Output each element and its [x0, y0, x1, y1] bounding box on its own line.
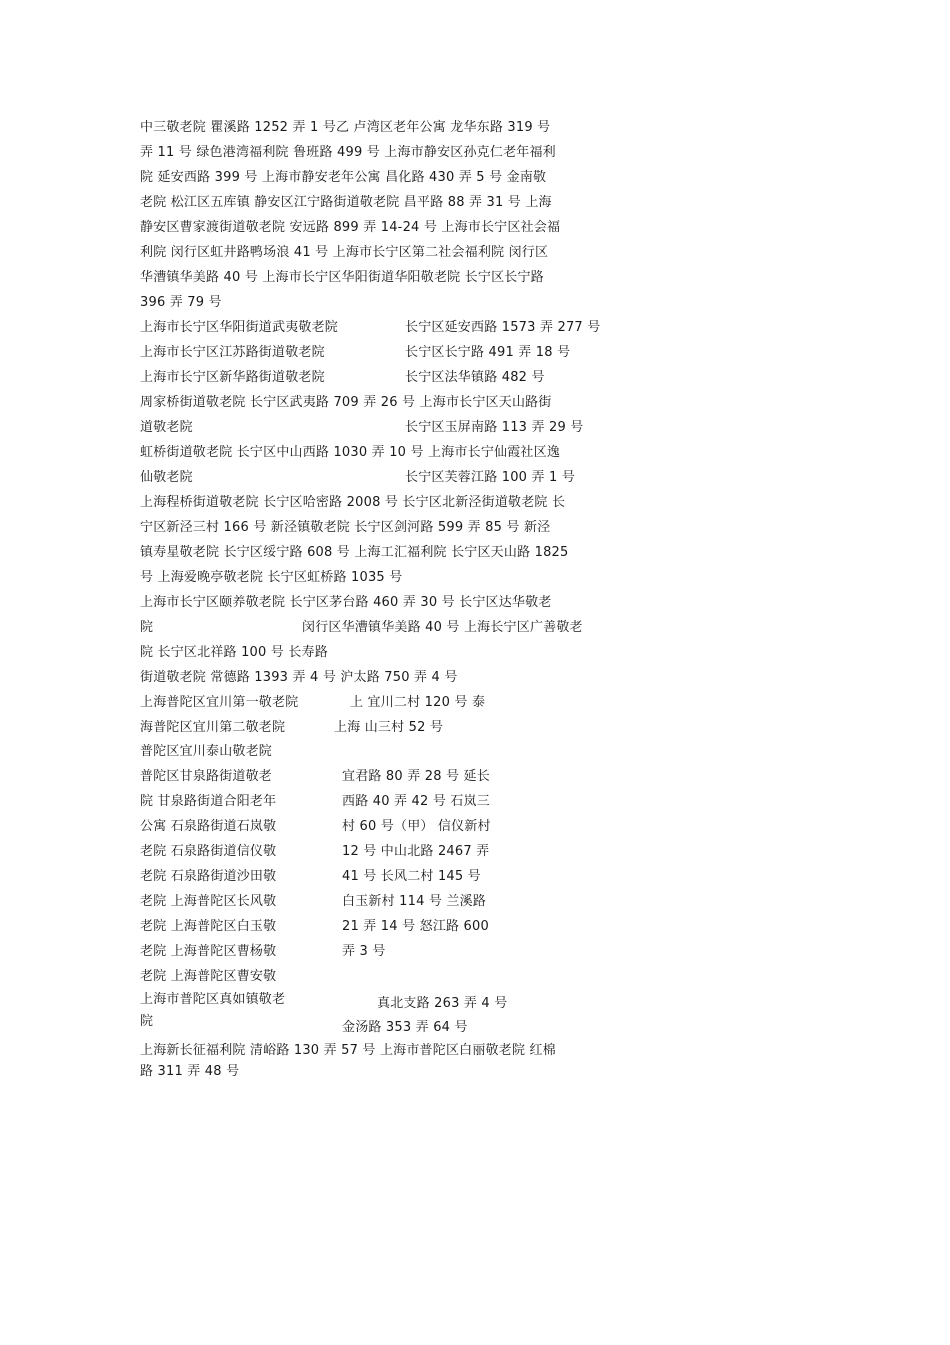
text-line: 号 上海爱晚亭敬老院 长宁区虹桥路 1035 号 — [140, 570, 403, 585]
text-line: 396 弄 79 号 — [140, 295, 222, 310]
text-line: 静安区曹家渡街道敬老院 安远路 899 弄 14-24 号 上海市长宁区社会福 — [140, 220, 561, 235]
text-line: 上海市长宁区颐养敬老院 长宁区茅台路 460 弄 30 号 长宁区达华敬老 — [140, 595, 552, 610]
text-line: 公寓 石泉路街道石岚敬 — [140, 819, 277, 834]
text-line: 老院 石泉路街道沙田敬 — [140, 869, 277, 884]
text-line: 院 甘泉路街道合阳老年 — [140, 794, 277, 809]
text-line: 镇寿星敬老院 长宁区绥宁路 608 号 上海工汇福利院 长宁区天山路 1825 — [140, 545, 569, 560]
text-line: 上海市长宁区江苏路街道敬老院 — [140, 345, 325, 360]
text-line: 利院 闵行区虹井路鸭场浪 41 号 上海市长宁区第二社会福利院 闵行区 — [140, 245, 549, 260]
text-line: 上海普陀区宜川第一敬老院 — [140, 695, 299, 710]
address-line: 西路 40 弄 42 号 石岚三 — [342, 794, 490, 809]
text-line: 弄 11 号 绿色港湾福利院 鲁班路 499 号 上海市静安区孙克仁老年福利 — [140, 145, 556, 160]
text-line: 街道敬老院 常德路 1393 弄 4 号 沪太路 750 弄 4 号 — [140, 670, 458, 685]
text-line: 老院 松江区五库镇 静安区江宁路街道敬老院 昌平路 88 弄 31 号 上海 — [140, 195, 552, 210]
address-line: 弄 3 号 — [342, 944, 386, 959]
text-line: 中三敬老院 瞿溪路 1252 弄 1 号乙 卢湾区老年公寓 龙华东路 319 号 — [140, 120, 551, 135]
address-line: 长宁区长宁路 491 弄 18 号 — [405, 345, 571, 360]
text-line: 上海程桥街道敬老院 长宁区哈密路 2008 号 长宁区北新泾街道敬老院 长 — [140, 495, 566, 510]
text-line: 上海市长宁区华阳街道武夷敬老院 — [140, 320, 339, 335]
text-line: 老院 上海普陀区曹杨敬 — [140, 944, 277, 959]
text-line: 上海市长宁区新华路街道敬老院 — [140, 370, 325, 385]
text-line: 老院 上海普陀区长风敬 — [140, 894, 277, 909]
address-line: 长宁区法华镇路 482 号 — [405, 370, 545, 385]
text-line: 华漕镇华美路 40 号 上海市长宁区华阳街道华阳敬老院 长宁区长宁路 — [140, 270, 544, 285]
address-line: 21 弄 14 号 怒江路 600 — [342, 919, 489, 934]
text-line: 道敬老院 — [140, 420, 193, 435]
text-line: 老院 石泉路街道信仪敬 — [140, 844, 277, 859]
text-line: 闵行区华漕镇华美路 40 号 上海长宁区广善敬老 — [302, 620, 583, 635]
address-line: 长宁区延安西路 1573 弄 277 号 — [405, 320, 601, 335]
text-line: 海普陀区宜川第二敬老院 — [140, 720, 286, 735]
text-line: 普陀区宜川泰山敬老院 — [140, 744, 273, 759]
address-line: 白玉新村 114 号 兰溪路 — [342, 894, 487, 909]
text-line: 宁区新泾三村 166 号 新泾镇敬老院 长宁区剑河路 599 弄 85 号 新泾 — [140, 520, 551, 535]
text-line: 普陀区甘泉路街道敬老 — [140, 769, 273, 784]
text-line: 路 311 弄 48 号 — [140, 1064, 240, 1079]
address-line: 上 宜川二村 120 号 泰 — [350, 695, 486, 710]
text-line: 院 延安西路 399 号 上海市静安老年公寓 昌化路 430 弄 5 号 金南敬 — [140, 170, 547, 185]
address-line: 12 号 中山北路 2467 弄 — [342, 844, 490, 859]
address-line: 真北支路 263 弄 4 号 — [377, 996, 508, 1011]
address-line: 上海 山三村 52 号 — [334, 720, 444, 735]
address-line: 长宁区芙蓉江路 100 弄 1 号 — [405, 470, 576, 485]
address-line: 长宁区玉屏南路 113 弄 29 号 — [405, 420, 584, 435]
text-line: 院 — [140, 1014, 154, 1029]
address-line: 宜君路 80 弄 28 号 延长 — [342, 769, 490, 784]
text-line: 院 — [140, 620, 154, 635]
text-line: 老院 上海普陀区白玉敬 — [140, 919, 277, 934]
text-line: 老院 上海普陀区曹安敬 — [140, 969, 277, 984]
text-line: 上海市普陀区真如镇敬老 — [140, 992, 286, 1007]
address-line: 村 60 号（甲） 信仪新村 — [342, 819, 491, 834]
text-line: 虹桥街道敬老院 长宁区中山西路 1030 弄 10 号 上海市长宁仙霞社区逸 — [140, 445, 561, 460]
text-line: 上海新长征福利院 清峪路 130 弄 57 号 上海市普陀区白丽敬老院 红棉 — [140, 1043, 556, 1058]
text-line: 周家桥街道敬老院 长宁区武夷路 709 弄 26 号 上海市长宁区天山路街 — [140, 395, 552, 410]
address-line: 金汤路 353 弄 64 号 — [342, 1020, 468, 1035]
text-line: 仙敬老院 — [140, 470, 193, 485]
address-line: 41 号 长风二村 145 号 — [342, 869, 481, 884]
text-line: 院 长宁区北祥路 100 号 长寿路 — [140, 645, 328, 660]
